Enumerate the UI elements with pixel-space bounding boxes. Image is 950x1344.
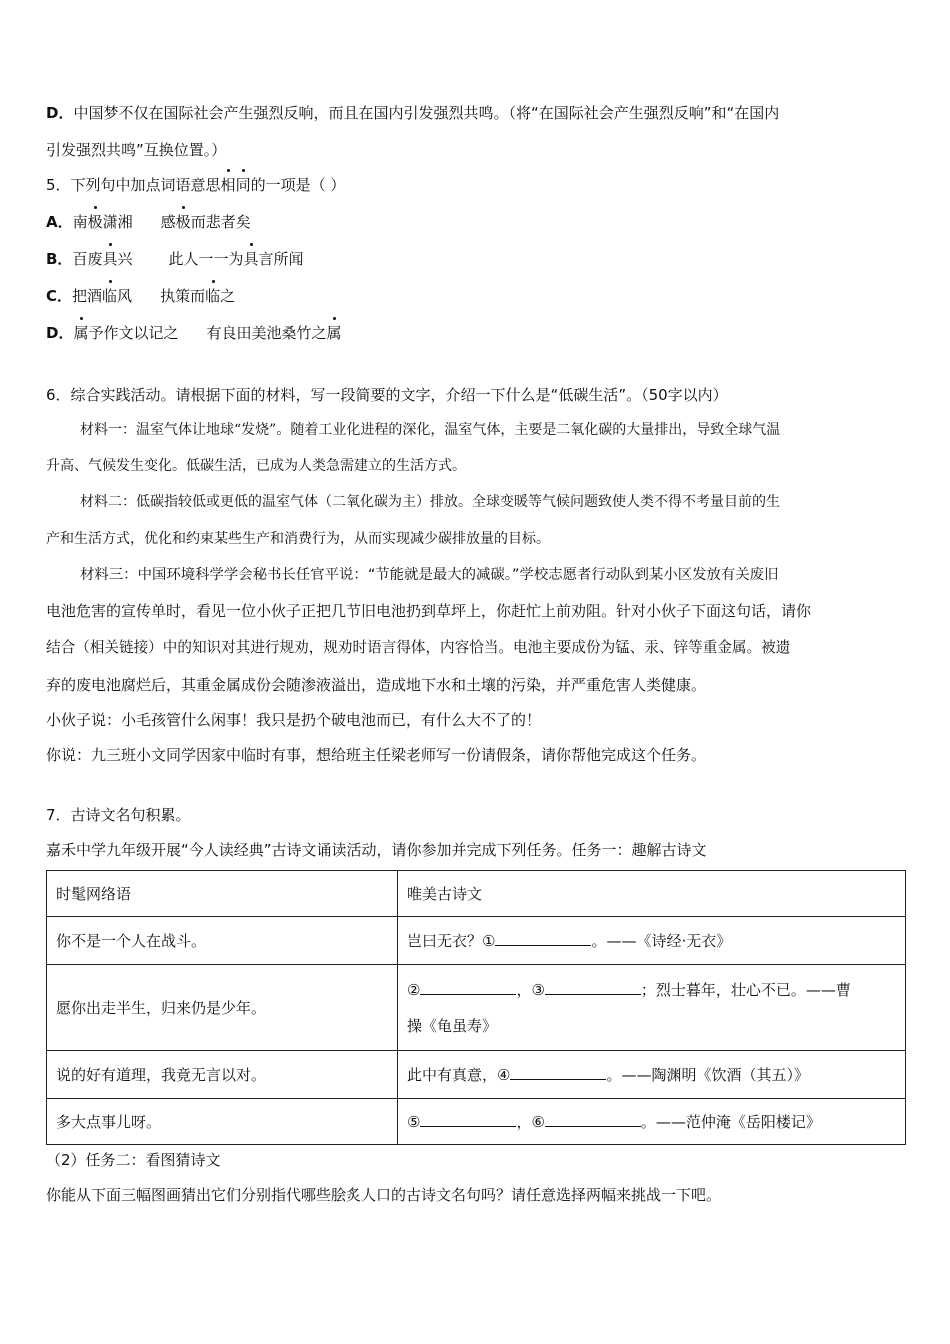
q5-dotted-char: 同 xyxy=(235,176,251,194)
option-dotted-char: 极 xyxy=(87,213,103,231)
q6-material-1: 材料一：温室气体让地球“发烧”。随着工业化进程的深化，温室气体，主要是二氧化碳的大量排出，导致全球气温 xyxy=(80,422,781,438)
q6-you-say: 你说：九三班小文同学因家中临时有事，想给班主任梁老师写一份请假条，请你帮他完成这个任务。 xyxy=(46,746,707,764)
option-text: 此人一一为 xyxy=(168,250,244,268)
option-text: 把酒 xyxy=(72,287,103,305)
option-text: 潇湘 xyxy=(102,213,133,231)
table-row xyxy=(47,871,906,917)
q7-task2: （2）任务二：看图猜诗文 xyxy=(46,1151,221,1169)
table-row xyxy=(47,917,906,965)
table-cell: 你不是一个人在战斗。 xyxy=(47,917,398,965)
option-text: 言所闻 xyxy=(258,250,304,268)
table-row xyxy=(47,1099,906,1145)
cell-text: ⑤ xyxy=(407,1112,421,1131)
option-dotted-char: 具 xyxy=(243,250,259,268)
q5-option-c xyxy=(46,286,235,306)
option-label: B． xyxy=(46,250,73,268)
table-header: 时髦网络语 xyxy=(47,871,398,917)
option-dotted-char: 临 xyxy=(205,287,221,305)
cell-text: 操《龟虽寿》 xyxy=(407,1016,498,1035)
option-label: C． xyxy=(46,287,73,305)
table-row xyxy=(47,1051,906,1099)
option-text: 而悲者矣 xyxy=(190,213,251,231)
fill-blank[interactable] xyxy=(495,931,591,946)
fill-blank[interactable] xyxy=(545,1112,641,1127)
q6-material-3-cont: 弃的废电池腐烂后，其重金属成份会随渗液溢出，造成地下水和土壤的污染，并严重危害人类健康。 xyxy=(46,676,707,694)
q5-option-a xyxy=(46,212,251,232)
option-text: 南 xyxy=(72,213,88,231)
q4-option-d-text: 中国梦不仅在国际社会产生强烈反响，而且在国内引发强烈共鸣。（将“在国际社会产生强烈反响”和“在国内 xyxy=(73,104,780,122)
q6-material-1-cont: 升高、气候发生变化。低碳生活，已成为人类急需建立的生活方式。 xyxy=(46,458,466,474)
option-dotted-char: 属 xyxy=(326,324,342,342)
q5-dotted-char: 相 xyxy=(220,176,236,194)
option-text: 百废 xyxy=(72,250,103,268)
q7-stem: 7．古诗文名句积累。 xyxy=(46,806,191,824)
option-text: 兴 xyxy=(117,250,133,268)
fill-blank[interactable] xyxy=(510,1065,606,1080)
cell-text: ② xyxy=(407,980,421,999)
option-dotted-char: 具 xyxy=(102,250,118,268)
q6-material-3: 材料三：中国环境科学学会秘书长任官平说：“节能就是最大的减碳。”学校志愿者行动队到某小区发放有关废旧 xyxy=(80,567,779,583)
cell-text: ；烈士暮年，壮心不已。——曹 xyxy=(640,980,851,999)
option-text: 感 xyxy=(160,213,176,231)
option-label: A． xyxy=(46,213,73,231)
cell-text: 。——《诗经·无衣》 xyxy=(591,931,732,950)
cell-text: ，③ xyxy=(516,980,545,999)
q5-option-d xyxy=(46,323,342,343)
option-label: D． xyxy=(46,324,74,342)
q5-stem-text: 的一项是（ ） xyxy=(250,176,346,194)
q6-material-3-cont: 结合（相关链接）中的知识对其进行规劝，规劝时语言得体，内容恰当。电池主要成份为锰、汞、锌等重金属。被遗 xyxy=(46,639,791,656)
q5-option-b xyxy=(46,249,304,269)
option-text: 有良田美池桑竹之 xyxy=(206,324,327,342)
table-cell xyxy=(398,965,906,1051)
option-dotted-char: 临 xyxy=(102,287,118,305)
option-dotted-char: 极 xyxy=(175,213,191,231)
q5-stem xyxy=(46,175,345,195)
option-text: 予作文以记之 xyxy=(88,324,179,342)
q4-option-d xyxy=(46,103,779,123)
fill-blank[interactable] xyxy=(545,980,641,995)
table-header: 唯美古诗文 xyxy=(398,871,906,917)
poem-table xyxy=(46,870,906,1145)
option-dotted-char: 属 xyxy=(73,324,89,342)
q6-stem: 6．综合实践活动。请根据下面的材料，写一段简要的文字，介绍一下什么是“低碳生活”。（50字以内） xyxy=(46,386,728,404)
option-text: 执策而 xyxy=(160,287,206,305)
fill-blank[interactable] xyxy=(420,980,516,995)
cell-text: 岂曰无衣？① xyxy=(407,931,496,950)
q6-material-2: 材料二：低碳指较低或更低的温室气体（二氧化碳为主）排放。全球变暖等气候问题致使人类不得不考量目前的生 xyxy=(80,494,780,510)
cell-text: 此中有真意，④ xyxy=(407,1065,511,1084)
cell-text: ，⑥ xyxy=(516,1112,545,1131)
q7-task2-desc: 你能从下面三幅图画猜出它们分别指代哪些脍炙人口的古诗文名句吗？请任意选择两幅来挑战一下吧。 xyxy=(46,1186,722,1204)
q6-young-man-says: 小伙子说：小毛孩管什么闲事！我只是扔个破电池而已，有什么大不了的！ xyxy=(46,711,542,729)
cell-text: 。——范仲淹《岳阳楼记》 xyxy=(640,1112,821,1131)
q4-option-d-line2: 引发强烈共鸣”互换位置。） xyxy=(46,141,227,159)
q7-intro: 嘉禾中学九年级开展“今人读经典”古诗文诵读活动，请你参加并完成下列任务。任务一：趣解古诗文 xyxy=(46,841,707,859)
table-row xyxy=(47,965,906,1051)
table-cell xyxy=(398,1051,906,1099)
option-text: 风 xyxy=(117,287,133,305)
q5-stem-text: 5．下列句中加点词语意思 xyxy=(46,176,221,194)
table-cell: 说的好有道理，我竟无言以对。 xyxy=(47,1051,398,1099)
table-cell: 多大点事儿呀。 xyxy=(47,1099,398,1145)
q6-material-2-cont: 产和生活方式，优化和约束某些生产和消费行为，从而实现减少碳排放量的目标。 xyxy=(46,531,550,547)
table-cell xyxy=(398,917,906,965)
table-cell xyxy=(398,1099,906,1145)
q6-material-3-cont: 电池危害的宣传单时，看见一位小伙子正把几节旧电池扔到草坪上，你赶忙上前劝阻。针对小伙子下面这句话，请你 xyxy=(46,602,812,620)
q4-option-d-label: D． xyxy=(46,104,74,122)
table-cell: 愿你出走半生，归来仍是少年。 xyxy=(47,965,398,1051)
option-text: 之 xyxy=(220,287,236,305)
fill-blank[interactable] xyxy=(420,1112,516,1127)
cell-text: 。——陶渊明《饮酒（其五）》 xyxy=(606,1065,809,1084)
